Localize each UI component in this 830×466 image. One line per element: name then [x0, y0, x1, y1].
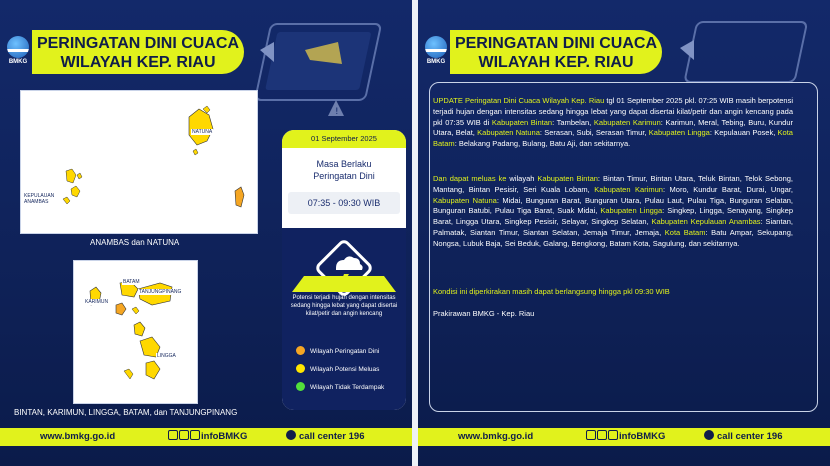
legend-label-1: Wilayah Peringatan Dini — [310, 348, 380, 355]
potensi-text: Potensi terjadi hujan dengan intensitas sedang hingga lebat yang dapat disertai kilat/petir dan angin kencang — [290, 295, 398, 317]
legend-item-peringatan — [296, 346, 379, 355]
map-label-tanjungpinang: TANJUNGPINANG — [139, 289, 182, 295]
footer-call-2[interactable] — [704, 428, 783, 446]
footer-website[interactable]: www.bmkg.go.id — [40, 431, 116, 442]
footer-bar-2 — [418, 428, 830, 446]
map-label-karimun: KARIMUN — [85, 299, 109, 305]
legend-block — [282, 336, 406, 410]
legend-label-3: Wilayah Tidak Terdampak — [310, 384, 385, 391]
masa-line-2: Peringatan Dini — [313, 171, 375, 181]
paragraph-update: UPDATE Peringatan Dini Cuaca Wilayah Kep. Riau tgl 01 September 2025 pkl. 07:25 WIB masih berpotensi terjadi hujan dengan intensitas sedang hingga lebat yang dapat disertai kilat/petir dan angin kencang pada pkl 07:35 WIB di Kabupaten Bintan: Tambelan, Kabupaten Karimun: Karimun, Meral, Tebing, Buru, Kundur Utara, Belat, Kabupaten Natuna: Serasan, Subi, Serasan Timur, Kabupaten Lingga: Kepulauan Posek, Kota Batam: Belakang Padang, Bulang, Batu Aji, dan sekitarnya. — [433, 96, 793, 149]
bmkg-logo-2 — [424, 36, 448, 65]
instagram-icon — [168, 430, 178, 440]
call-label: call center 196 — [299, 431, 365, 442]
map-label-lingga: LINGGA — [157, 353, 176, 359]
paragraph-meluas: Dan dapat meluas ke wilayah Kabupaten Bintan: Bintan Timur, Bintan Utara, Teluk Bintan, Telok Sebong, Mantang, Bintan Pesisir, Seri Kuala Lobam, Kabupaten Karimun: Moro, Kundur Barat, Durai, Ungar, Kabupaten Natuna: Midai, Bunguran Barat, Bunguran Utara, Pulau Laut, Pulau Tiga, Bunguran Selatan, Bunguran Batubi, Pulau Tiga Barat, Suak Midai, Kabupaten Lingga: Singkep, Lingga, Senayang, Singkep Barat, Lingga Utara, Singkep Pesisir, Selayar, Singkep Selatan, Kabupaten Kepulauan Anambas: Siantan, Palmatak, Siantan Timur, Siantan Selatan, Jemaja Timur, Jemaja, Kota Batam: Batu Ampar, Sekupang, Nongsa, Lubuk Baja, Sei Beduk, Galang, Bengkong, Batam Kota, Sagulung, dan sekitarnya. — [433, 174, 793, 248]
social-handle-2: infoBMKG — [619, 431, 666, 442]
globe-icon — [425, 36, 447, 58]
twitter-icon — [179, 430, 189, 440]
title-banner — [32, 30, 244, 74]
logo-label: BMKG — [8, 59, 28, 65]
title-line-2: WILAYAH KEP. RIAU — [60, 54, 216, 71]
footer-website-2[interactable]: www.bmkg.go.id — [458, 431, 534, 442]
map2-caption: BINTAN, KARIMUN, LINGGA, BATAM, dan TANJUNGPINANG — [14, 408, 238, 417]
title-banner-2 — [450, 30, 662, 74]
info-card — [282, 130, 406, 410]
twitter-icon — [597, 430, 607, 440]
valid-time: 07:35 - 09:30 WIB — [288, 192, 400, 214]
paragraph-prakirawan: Prakirawan BMKG - Kep. Riau — [433, 309, 535, 318]
map-anambas-natuna — [20, 90, 258, 234]
map-label-natuna: NATUNA — [192, 129, 213, 135]
footer-bar — [0, 428, 412, 446]
legend-item-tidak-terdampak — [296, 382, 384, 391]
instagram-icon — [586, 430, 596, 440]
social-handle: infoBMKG — [201, 431, 248, 442]
bmkg-logo — [6, 36, 30, 65]
warning-ribbon — [292, 276, 396, 292]
left-panel — [0, 0, 412, 466]
green-dot-icon — [296, 382, 305, 391]
youtube-icon — [190, 430, 200, 440]
title-line-2: WILAYAH KEP. RIAU — [478, 54, 634, 71]
orange-dot-icon — [296, 346, 305, 355]
map-anambas-natuna-shapes — [21, 91, 257, 233]
map-bintan-karimun-lingga — [73, 260, 198, 404]
warning-tablet-illustration-2 — [668, 18, 828, 88]
paragraph-kondisi: Kondisi ini diperkirakan masih dapat berlangsung hingga pkl 09:30 WIB — [433, 287, 670, 296]
footer-social-2[interactable] — [586, 428, 665, 446]
map-label-batam: BATAM — [123, 279, 140, 285]
map1-caption: ANAMBAS dan NATUNA — [90, 238, 180, 247]
right-panel — [418, 0, 830, 466]
phone-icon — [286, 430, 296, 440]
footer-call[interactable] — [286, 428, 365, 446]
title-line-1: PERINGATAN DINI CUACA — [36, 35, 240, 52]
legend-label-2: Wilayah Potensi Meluas — [310, 366, 380, 373]
masa-line-1: Masa Berlaku — [316, 159, 372, 169]
masa-berlaku-title — [282, 158, 406, 182]
info-date: 01 September 2025 — [282, 130, 406, 148]
legend-item-meluas — [296, 364, 379, 373]
youtube-icon — [608, 430, 618, 440]
call-label-2: call center 196 — [717, 431, 783, 442]
svg-text:!: ! — [335, 107, 339, 117]
map-label-anambas: KEPULAUAN ANAMBAS — [24, 193, 55, 205]
phone-icon — [704, 430, 714, 440]
warning-tablet-illustration — [250, 20, 410, 130]
globe-icon — [7, 36, 29, 58]
yellow-dot-icon — [296, 364, 305, 373]
footer-social[interactable] — [168, 428, 247, 446]
logo-label-2: BMKG — [426, 59, 446, 65]
title-line-1: PERINGATAN DINI CUACA — [454, 35, 658, 52]
